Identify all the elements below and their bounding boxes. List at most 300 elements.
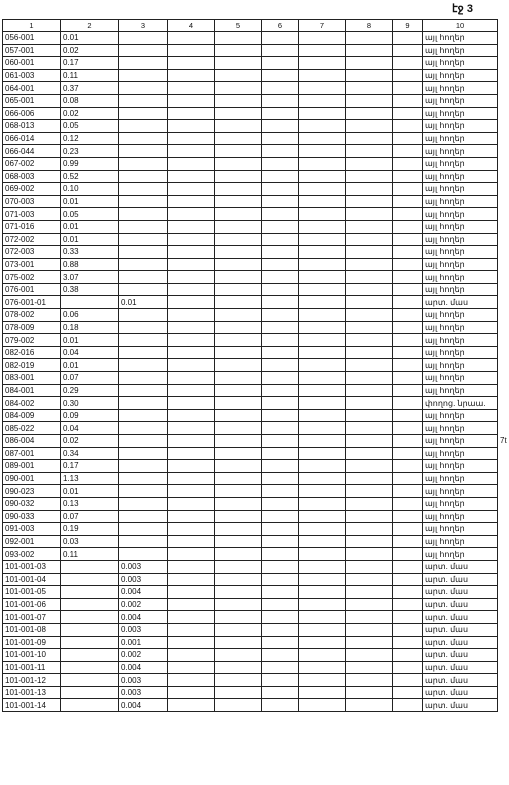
empty-cell-col-9 — [393, 309, 423, 322]
empty-cell-col-4 — [168, 397, 215, 410]
empty-cell-col-4 — [168, 649, 215, 662]
empty-cell-col-9 — [393, 359, 423, 372]
empty-cell-col-4 — [168, 296, 215, 309]
empty-cell-col-5 — [215, 82, 262, 95]
empty-cell-col-7 — [299, 346, 346, 359]
empty-cell-col-5 — [215, 195, 262, 208]
parcel-code-cell: 068-013 — [3, 120, 61, 133]
share-area-cell — [119, 321, 168, 334]
area-cell — [61, 598, 119, 611]
empty-cell-col-4 — [168, 132, 215, 145]
empty-cell-col-4 — [168, 208, 215, 221]
empty-cell-col-4 — [168, 409, 215, 422]
empty-cell-col-9 — [393, 447, 423, 460]
empty-cell-col-4 — [168, 321, 215, 334]
empty-cell-col-8 — [346, 94, 393, 107]
land-type-cell: արտ. մաս — [423, 560, 498, 573]
empty-cell-col-6 — [262, 472, 299, 485]
column-header-10: 10 — [423, 20, 498, 32]
empty-cell-col-4 — [168, 447, 215, 460]
area-cell: 0.30 — [61, 397, 119, 410]
area-cell: 0.08 — [61, 94, 119, 107]
empty-cell-col-6 — [262, 220, 299, 233]
empty-cell-col-7 — [299, 57, 346, 70]
empty-cell-col-6 — [262, 548, 299, 561]
empty-cell-col-6 — [262, 283, 299, 296]
empty-cell-col-5 — [215, 296, 262, 309]
empty-cell-col-6 — [262, 535, 299, 548]
land-type-cell: այլ հողեր — [423, 82, 498, 95]
parcel-code-cell: 093-002 — [3, 548, 61, 561]
land-type-cell: այլ հողեր — [423, 422, 498, 435]
parcel-code-cell: 092-001 — [3, 535, 61, 548]
empty-cell-col-7 — [299, 145, 346, 158]
parcel-code-cell: 084-009 — [3, 409, 61, 422]
empty-cell-col-7 — [299, 422, 346, 435]
table-row — [3, 636, 498, 649]
area-cell: 0.99 — [61, 157, 119, 170]
empty-cell-col-7 — [299, 334, 346, 347]
empty-cell-col-8 — [346, 346, 393, 359]
empty-cell-col-9 — [393, 636, 423, 649]
empty-cell-col-4 — [168, 485, 215, 498]
empty-cell-col-7 — [299, 674, 346, 687]
empty-cell-col-8 — [346, 510, 393, 523]
empty-cell-col-6 — [262, 649, 299, 662]
empty-cell-col-9 — [393, 44, 423, 57]
parcel-code-cell: 087-001 — [3, 447, 61, 460]
table-row — [3, 107, 498, 120]
empty-cell-col-9 — [393, 132, 423, 145]
empty-cell-col-6 — [262, 560, 299, 573]
empty-cell-col-5 — [215, 447, 262, 460]
area-cell — [61, 296, 119, 309]
parcel-code-cell: 101-001-10 — [3, 649, 61, 662]
empty-cell-col-7 — [299, 384, 346, 397]
empty-cell-col-7 — [299, 409, 346, 422]
parcel-code-cell: 066-044 — [3, 145, 61, 158]
table-row — [3, 283, 498, 296]
empty-cell-col-4 — [168, 283, 215, 296]
empty-cell-col-6 — [262, 334, 299, 347]
empty-cell-col-8 — [346, 611, 393, 624]
parcel-code-cell: 082-016 — [3, 346, 61, 359]
empty-cell-col-7 — [299, 586, 346, 599]
empty-cell-col-5 — [215, 472, 262, 485]
empty-cell-col-5 — [215, 623, 262, 636]
empty-cell-col-9 — [393, 145, 423, 158]
empty-cell-col-5 — [215, 346, 262, 359]
area-cell — [61, 661, 119, 674]
table-row — [3, 573, 498, 586]
table-row — [3, 397, 498, 410]
empty-cell-col-5 — [215, 649, 262, 662]
empty-cell-col-8 — [346, 195, 393, 208]
empty-cell-col-7 — [299, 321, 346, 334]
table-row — [3, 523, 498, 536]
empty-cell-col-8 — [346, 120, 393, 133]
parcel-code-cell: 091-003 — [3, 523, 61, 536]
area-cell: 0.17 — [61, 460, 119, 473]
area-cell: 3.07 — [61, 271, 119, 284]
empty-cell-col-8 — [346, 321, 393, 334]
area-cell — [61, 649, 119, 662]
table-row — [3, 44, 498, 57]
empty-cell-col-8 — [346, 220, 393, 233]
empty-cell-col-5 — [215, 309, 262, 322]
share-area-cell — [119, 309, 168, 322]
share-area-cell — [119, 334, 168, 347]
share-area-cell — [119, 208, 168, 221]
land-type-cell: այլ հողեր — [423, 183, 498, 196]
parcel-code-cell: 085-022 — [3, 422, 61, 435]
empty-cell-col-5 — [215, 120, 262, 133]
table-row — [3, 598, 498, 611]
land-type-cell: արտ. մաս — [423, 296, 498, 309]
empty-cell-col-7 — [299, 535, 346, 548]
share-area-cell — [119, 57, 168, 70]
empty-cell-col-6 — [262, 573, 299, 586]
land-type-cell: արտ. մաս — [423, 598, 498, 611]
empty-cell-col-4 — [168, 523, 215, 536]
parcel-code-cell: 064-001 — [3, 82, 61, 95]
land-type-cell: արտ. մաս — [423, 573, 498, 586]
empty-cell-col-4 — [168, 636, 215, 649]
parcel-code-cell: 101-001-13 — [3, 686, 61, 699]
land-type-cell: արտ. մաս — [423, 686, 498, 699]
empty-cell-col-9 — [393, 560, 423, 573]
empty-cell-col-9 — [393, 409, 423, 422]
land-type-cell: այլ հողեր — [423, 246, 498, 259]
land-type-cell: այլ հողեր — [423, 523, 498, 536]
area-cell: 0.04 — [61, 422, 119, 435]
share-area-cell: 0.004 — [119, 586, 168, 599]
empty-cell-col-8 — [346, 535, 393, 548]
empty-cell-col-4 — [168, 258, 215, 271]
parcel-code-cell: 076-001 — [3, 283, 61, 296]
parcel-code-cell: 090-032 — [3, 497, 61, 510]
share-area-cell — [119, 107, 168, 120]
land-type-cell: այլ հողեր — [423, 69, 498, 82]
empty-cell-col-7 — [299, 510, 346, 523]
area-cell: 0.03 — [61, 535, 119, 548]
empty-cell-col-5 — [215, 535, 262, 548]
area-cell: 0.07 — [61, 510, 119, 523]
empty-cell-col-8 — [346, 283, 393, 296]
share-area-cell — [119, 485, 168, 498]
empty-cell-col-6 — [262, 447, 299, 460]
empty-cell-col-5 — [215, 69, 262, 82]
empty-cell-col-6 — [262, 674, 299, 687]
empty-cell-col-5 — [215, 107, 262, 120]
empty-cell-col-8 — [346, 372, 393, 385]
share-area-cell: 0.003 — [119, 623, 168, 636]
share-area-cell — [119, 523, 168, 536]
table-body — [3, 32, 498, 712]
empty-cell-col-7 — [299, 195, 346, 208]
empty-cell-col-7 — [299, 120, 346, 133]
empty-cell-col-6 — [262, 44, 299, 57]
empty-cell-col-4 — [168, 611, 215, 624]
empty-cell-col-7 — [299, 560, 346, 573]
share-area-cell — [119, 497, 168, 510]
share-area-cell: 0.01 — [119, 296, 168, 309]
parcel-code-cell: 057-001 — [3, 44, 61, 57]
table-row — [3, 346, 498, 359]
share-area-cell — [119, 548, 168, 561]
area-cell: 0.06 — [61, 309, 119, 322]
area-cell: 0.33 — [61, 246, 119, 259]
table-row — [3, 246, 498, 259]
land-type-cell: այլ հողեր — [423, 32, 498, 45]
land-type-cell: այլ հողեր — [423, 460, 498, 473]
parcel-code-cell: 101-001-09 — [3, 636, 61, 649]
land-type-cell: արտ. մաս — [423, 611, 498, 624]
empty-cell-col-7 — [299, 132, 346, 145]
empty-cell-col-6 — [262, 120, 299, 133]
table-row — [3, 220, 498, 233]
land-type-cell: այլ հողեր — [423, 157, 498, 170]
parcel-code-cell: 069-002 — [3, 183, 61, 196]
empty-cell-col-7 — [299, 636, 346, 649]
empty-cell-col-9 — [393, 82, 423, 95]
parcel-code-cell: 101-001-04 — [3, 573, 61, 586]
empty-cell-col-6 — [262, 699, 299, 712]
table-row — [3, 334, 498, 347]
empty-cell-col-6 — [262, 246, 299, 259]
share-area-cell — [119, 384, 168, 397]
empty-cell-col-9 — [393, 283, 423, 296]
empty-cell-col-7 — [299, 309, 346, 322]
area-cell: 0.18 — [61, 321, 119, 334]
area-cell: 0.13 — [61, 497, 119, 510]
parcel-code-cell: 101-001-03 — [3, 560, 61, 573]
table-row — [3, 258, 498, 271]
empty-cell-col-5 — [215, 246, 262, 259]
area-cell: 0.12 — [61, 132, 119, 145]
empty-cell-col-8 — [346, 699, 393, 712]
empty-cell-col-5 — [215, 334, 262, 347]
land-type-cell: այլ հողեր — [423, 220, 498, 233]
empty-cell-col-7 — [299, 258, 346, 271]
empty-cell-col-9 — [393, 321, 423, 334]
share-area-cell: 0.003 — [119, 560, 168, 573]
empty-cell-col-4 — [168, 157, 215, 170]
empty-cell-col-9 — [393, 460, 423, 473]
empty-cell-col-7 — [299, 497, 346, 510]
share-area-cell — [119, 435, 168, 448]
empty-cell-col-9 — [393, 107, 423, 120]
empty-cell-col-9 — [393, 334, 423, 347]
land-type-cell: արտ. մաս — [423, 674, 498, 687]
table-row — [3, 120, 498, 133]
empty-cell-col-9 — [393, 523, 423, 536]
empty-cell-col-4 — [168, 661, 215, 674]
empty-cell-col-9 — [393, 699, 423, 712]
land-type-cell: այլ հողեր — [423, 510, 498, 523]
empty-cell-col-8 — [346, 233, 393, 246]
empty-cell-col-7 — [299, 435, 346, 448]
empty-cell-col-5 — [215, 271, 262, 284]
parcel-code-cell: 056-001 — [3, 32, 61, 45]
land-type-cell: այլ հողեր — [423, 233, 498, 246]
land-type-cell: այլ հողեր — [423, 447, 498, 460]
empty-cell-col-5 — [215, 132, 262, 145]
empty-cell-col-7 — [299, 686, 346, 699]
area-cell: 0.07 — [61, 372, 119, 385]
empty-cell-col-7 — [299, 397, 346, 410]
empty-cell-col-8 — [346, 447, 393, 460]
empty-cell-col-6 — [262, 485, 299, 498]
empty-cell-col-8 — [346, 649, 393, 662]
share-area-cell — [119, 220, 168, 233]
empty-cell-col-9 — [393, 346, 423, 359]
empty-cell-col-4 — [168, 460, 215, 473]
empty-cell-col-6 — [262, 82, 299, 95]
share-area-cell: 0.004 — [119, 611, 168, 624]
table-row — [3, 510, 498, 523]
area-cell: 0.01 — [61, 359, 119, 372]
empty-cell-col-5 — [215, 372, 262, 385]
empty-cell-col-9 — [393, 372, 423, 385]
empty-cell-col-7 — [299, 523, 346, 536]
empty-cell-col-4 — [168, 195, 215, 208]
empty-cell-col-6 — [262, 586, 299, 599]
empty-cell-col-4 — [168, 472, 215, 485]
land-type-cell: այլ հողեր — [423, 359, 498, 372]
empty-cell-col-9 — [393, 32, 423, 45]
empty-cell-col-4 — [168, 57, 215, 70]
share-area-cell — [119, 44, 168, 57]
table-row — [3, 699, 498, 712]
empty-cell-col-4 — [168, 309, 215, 322]
share-area-cell — [119, 120, 168, 133]
area-cell: 0.04 — [61, 346, 119, 359]
empty-cell-col-6 — [262, 183, 299, 196]
parcel-code-cell: 073-001 — [3, 258, 61, 271]
empty-cell-col-8 — [346, 485, 393, 498]
land-type-cell: այլ հողեր — [423, 548, 498, 561]
empty-cell-col-7 — [299, 372, 346, 385]
page-number-label: էջ 3 — [452, 3, 473, 15]
table-row — [3, 384, 498, 397]
share-area-cell — [119, 271, 168, 284]
empty-cell-col-9 — [393, 535, 423, 548]
empty-cell-col-7 — [299, 611, 346, 624]
share-area-cell — [119, 535, 168, 548]
empty-cell-col-9 — [393, 397, 423, 410]
parcel-code-cell: 090-001 — [3, 472, 61, 485]
empty-cell-col-8 — [346, 334, 393, 347]
empty-cell-col-8 — [346, 560, 393, 573]
table-row — [3, 674, 498, 687]
empty-cell-col-9 — [393, 384, 423, 397]
parcel-code-cell: 068-003 — [3, 170, 61, 183]
empty-cell-col-4 — [168, 32, 215, 45]
empty-cell-col-9 — [393, 623, 423, 636]
table-row — [3, 447, 498, 460]
empty-cell-col-9 — [393, 258, 423, 271]
empty-cell-col-5 — [215, 548, 262, 561]
empty-cell-col-8 — [346, 246, 393, 259]
parcel-code-cell: 090-033 — [3, 510, 61, 523]
empty-cell-col-6 — [262, 145, 299, 158]
land-type-cell: այլ հողեր — [423, 132, 498, 145]
empty-cell-col-7 — [299, 699, 346, 712]
area-cell: 0.88 — [61, 258, 119, 271]
empty-cell-col-5 — [215, 485, 262, 498]
parcel-code-cell: 070-003 — [3, 195, 61, 208]
empty-cell-col-9 — [393, 208, 423, 221]
empty-cell-col-8 — [346, 472, 393, 485]
empty-cell-col-6 — [262, 170, 299, 183]
empty-cell-col-7 — [299, 157, 346, 170]
empty-cell-col-6 — [262, 661, 299, 674]
parcel-code-cell: 084-001 — [3, 384, 61, 397]
share-area-cell — [119, 346, 168, 359]
empty-cell-col-6 — [262, 460, 299, 473]
empty-cell-col-8 — [346, 132, 393, 145]
column-header-5: 5 — [215, 20, 262, 32]
empty-cell-col-8 — [346, 548, 393, 561]
empty-cell-col-5 — [215, 661, 262, 674]
empty-cell-col-4 — [168, 560, 215, 573]
area-cell: 0.02 — [61, 107, 119, 120]
share-area-cell — [119, 132, 168, 145]
area-cell: 0.01 — [61, 485, 119, 498]
empty-cell-col-6 — [262, 271, 299, 284]
empty-cell-col-8 — [346, 674, 393, 687]
empty-cell-col-5 — [215, 510, 262, 523]
empty-cell-col-9 — [393, 611, 423, 624]
table-row — [3, 145, 498, 158]
parcel-code-cell: 101-001-11 — [3, 661, 61, 674]
table-row — [3, 548, 498, 561]
header-row — [3, 20, 498, 32]
table-row — [3, 309, 498, 322]
empty-cell-col-4 — [168, 107, 215, 120]
empty-cell-col-8 — [346, 32, 393, 45]
share-area-cell: 0.001 — [119, 636, 168, 649]
empty-cell-col-7 — [299, 573, 346, 586]
parcel-code-cell: 084-002 — [3, 397, 61, 410]
empty-cell-col-8 — [346, 44, 393, 57]
empty-cell-col-4 — [168, 422, 215, 435]
empty-cell-col-4 — [168, 435, 215, 448]
empty-cell-col-5 — [215, 94, 262, 107]
empty-cell-col-4 — [168, 510, 215, 523]
empty-cell-col-7 — [299, 82, 346, 95]
empty-cell-col-9 — [393, 120, 423, 133]
empty-cell-col-9 — [393, 94, 423, 107]
empty-cell-col-4 — [168, 686, 215, 699]
empty-cell-col-4 — [168, 535, 215, 548]
empty-cell-col-8 — [346, 586, 393, 599]
empty-cell-col-9 — [393, 548, 423, 561]
parcel-code-cell: 101-001-12 — [3, 674, 61, 687]
area-cell: 0.38 — [61, 283, 119, 296]
empty-cell-col-4 — [168, 586, 215, 599]
area-cell: 0.01 — [61, 32, 119, 45]
land-type-cell: այլ հողեր — [423, 94, 498, 107]
empty-cell-col-9 — [393, 510, 423, 523]
parcel-code-cell: 082-019 — [3, 359, 61, 372]
land-type-cell: արտ. մաս — [423, 623, 498, 636]
area-cell: 0.19 — [61, 523, 119, 536]
empty-cell-col-5 — [215, 409, 262, 422]
empty-cell-col-9 — [393, 686, 423, 699]
empty-cell-col-4 — [168, 183, 215, 196]
